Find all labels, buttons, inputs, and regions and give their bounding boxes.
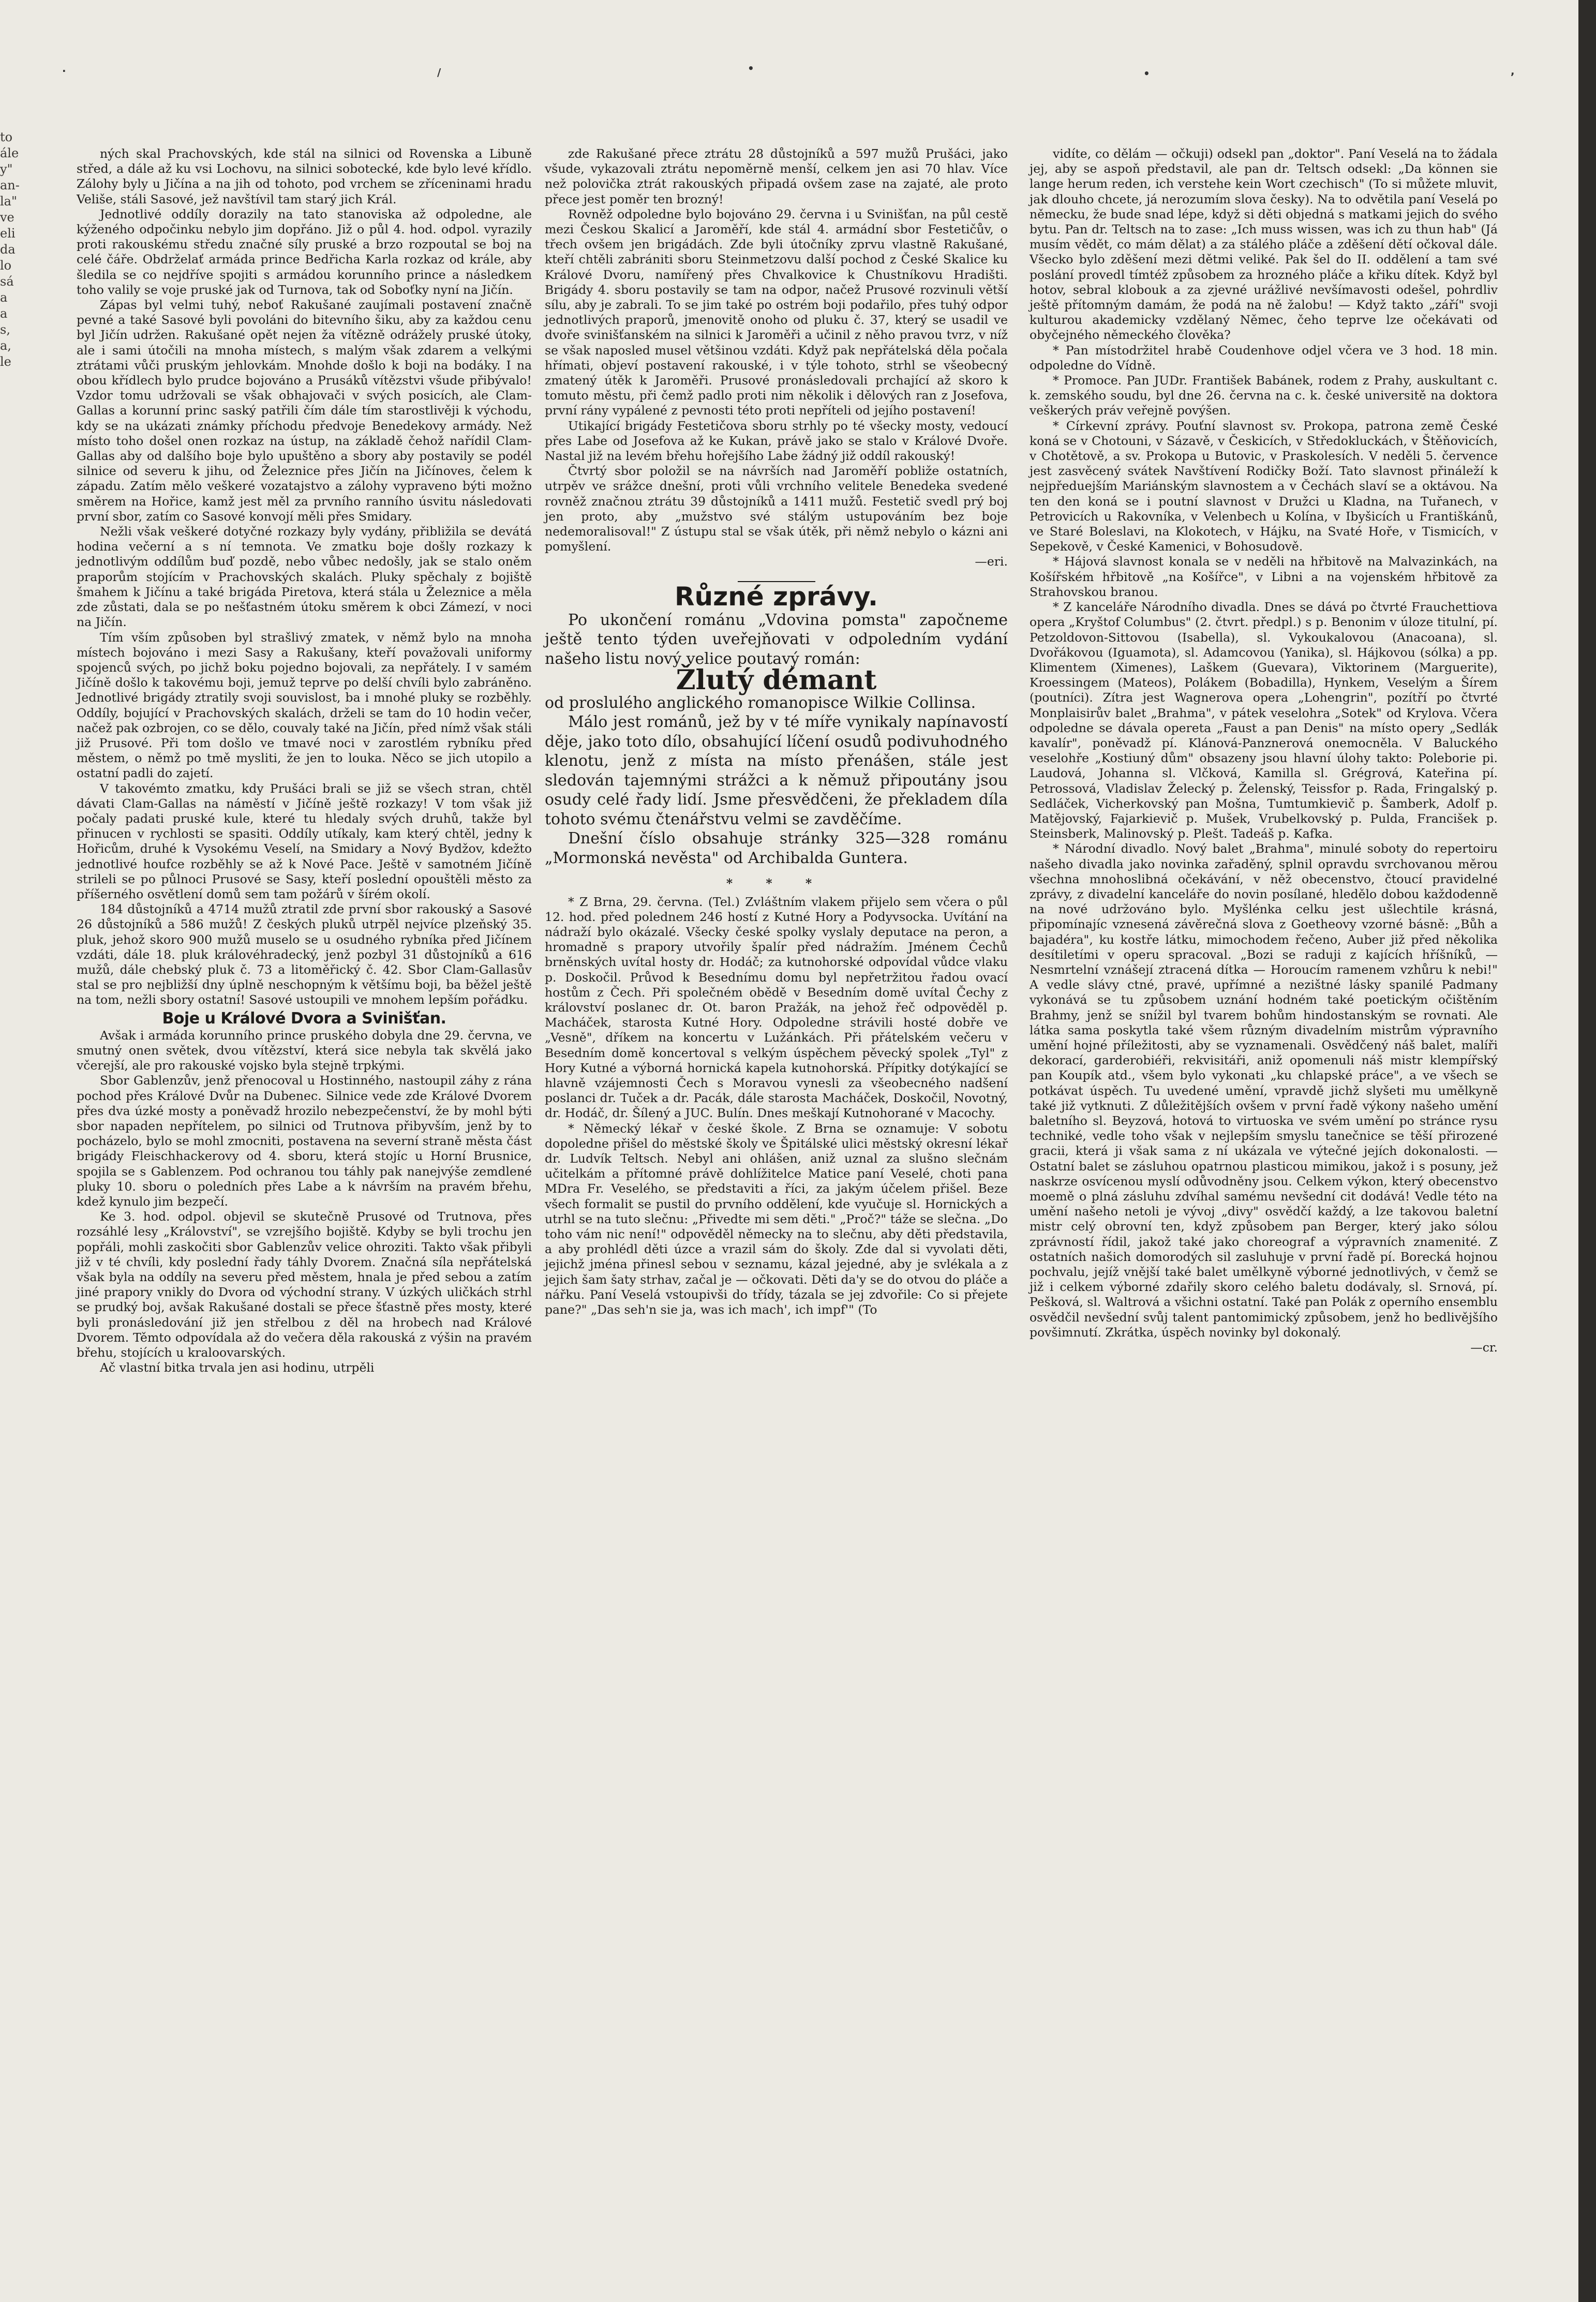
article-paragraph: Jednotlivé oddíly dorazily na tato stanoviska až odpoledne, ale kýženého odpočinku nebylo jim dopřáno. Již o půl 4. hod. odpol. vyrazily proti rakouskému středu značné síly pruské a brzo rozpoutal se boj na celé čáře. Obdrželať armáda prince Bedřicha Karla rozkaz od krále, aby šledila se co nejdříve spojiti s armádou korunního prince a následkem toho valily se voje pruské jak od Turnova, tak od Soboťky nyní na Jičín. — [77, 206, 532, 297]
article-paragraph: Sbor Gablenzův, jenž přenocoval u Hostinného, nastoupil záhy z rána pochod přes Králové Dvůr na Dubenec. Silnice vede zde Králové Dvorem přes dva úzké mosty a poněvadž hrozilo nebezpečenství, že by mohl býti sbor napaden nepřítelem, po silnici od Trutnova přibyvším, jenž by to pocházelo, bylo se mohl zmocniti, postavena na severní straně města část brigády Fleischhackerovy od 4. sboru, která stojíc u Horní Brusnice, spojila se s Gablenzem. Pod ochranou tou táhly pak nanejvýše zemdlené pluky 10. sboru o poledních přes Labe a k návrším na pravém břehu, kdež kynulo jim bezpečí. — [77, 1073, 532, 1209]
announcement-paragraph: Málo jest románů, jež by v té míře vynikaly napínavostí děje, jako toto dílo, obsahující líčení osudů podivuhodného klenotu, jenž z místa na místo přenášen, stále jest sledován tajemnými strážci a k němuž připoutány jsou osudy celé řady lidí. Jsme přesvědčeni, že překladem díla tohoto svému čtenářstvu velmi se zavděčíme. — [545, 713, 1008, 828]
column-2 — [545, 146, 1008, 1317]
margin-fragment: da — [0, 242, 16, 257]
page-mark: . — [62, 62, 66, 75]
margin-fragment: a — [0, 306, 8, 321]
margin-fragment: s, — [0, 322, 10, 337]
margin-fragment: eli — [0, 226, 16, 241]
article-paragraph: Zápas byl velmi tuhý, neboť Rakušané zaujímali postavení značně pevné a také Sasové byli povoláni do bitevního šiku, aby za každou cenu byl Jičín udržen. Rakušané opět nejen ža vítězně odrážely pruské útoky, ale i sami útočili na mnoha místech, s malým však zdarem a velkými ztrátami vůči pruským jehlovkám. Mnohde došlo k boji na bodáky. I na obou křídlech bylo prudce bojováno a Prusáků vítězstvi všude přibývalo! Vzdor tomu udržovali se však obhajovači v svých posicích, ale Clam-Gallas a korunní princ saský patřili čím dále tím starostlivěji k východu, kdy se na ukázati známky příchodu předvoje Benedekovy armády. Než místo toho došel onen rozkaz na ústup, na základě čehož nařídil Clam-Gallas aby od dalšího boje bylo upuštěno a sbory aby postavily se podél silnice od severu k jihu, od Železnice přes Jičín na Jičínoves, čelem k západu. Zatím mělo veškeré vozatajstvo a zálohy vypraveno býti možno směrem na Hořice, kamž jest měl za prvního ranního úsvitu následovati první sbor, zatím co Sasové konvojí měli přes Smidary. — [77, 298, 532, 524]
scan-edge-shadow — [1578, 0, 1596, 2302]
signature: —eri. — [975, 554, 1008, 569]
column-1 — [77, 146, 532, 1375]
article-paragraph: ných skal Prachovských, kde stál na silnici od Rovenska a Libuně střed, a dále až ku vsi Lochovu, na silnici sobotecké, kde bylo levé křídlo. Zálohy byly u Jičína a na jih od tohoto, pod vrchem se zříceninami hradu Veliše, stáli Sasové, jež navštívil tam starý jich Král. — [77, 146, 532, 206]
news-item: * Pan místodržitel hrabě Coudenhove odjel včera ve 3 hod. 18 min. odpoledne do Vídně. — [1030, 343, 1498, 373]
signature: —cr. — [1470, 1340, 1498, 1355]
margin-fragment: a — [0, 290, 8, 305]
page-mark: / — [437, 66, 441, 79]
article-paragraph: Ač vlastní bitka trvala jen asi hodinu, utrpěli — [100, 1360, 375, 1375]
article-paragraph: Rovněž odpoledne bylo bojováno 29. června i u Svinišťan, na půl cestě mezi Českou Skalicí a Jaroměří, kde stál 4. armádní sbor Festetičův, o třech ovšem jen brigádách. Zde byli útočníky zprvu vlastně Rakušané, kteří chtěli zabrániti sboru Steinmetzovu další pochod z České Skalice ku Králové Dvoru, namířený přes Chvalkovice k Chustníkovu Hradišti. Brigády 4. sboru postavily se tam na odpor, načež Prusové rozvinuli větší sílu, aby je zabrali. To se jim také po ostrém boji podařilo, přes tuhý odpor jednotlivých praporů, jmenovitě onoho od pluku č. 37, který se usadil ve dvoře svinišťanském na silnici k Jaroměři a učinil z něho pravou tvrz, v níž se však naposled musel většinou vzdáti. Když pak nepřátelská děla počala hřímati, objeví postavení rakouské, i v týle tohoto, strhl se všeobecný zmatený útěk k Jaroměři. Prusové pronásledovali prchající až skoro k tomuto městu, při čemž padlo proti nim několik i dělových ran z Josefova, první rány vypálené z pevnosti této proti nepříteli od jejího postavení! — [545, 206, 1008, 418]
margin-fragment: la" — [0, 194, 18, 209]
article-paragraph: Tím vším způsoben byl strašlivý zmatek, v němž bylo na mnoha místech bojováno i mezi Sasy a Rakušany, kteří považovali uniformy spojenců svých, po jichž boku pojedno bojovali, za nepřátely. I v samém Jičíně došlo k takovému boji, jemuž teprve po delší chvíli bylo zabráněno. Jednotlivé brigády ztratily svoji souvislost, ba i mnohé pluky se rozběhly. Oddíly, bojující v Prachovských skalách, drželi se tam do 10 hodin večer, načež pak ozbrojen, co se dělo, couvaly také na Jičín, před nímž však stáli již Prusové. Při tom došlo ve tmavé noci v zarostlém rybníku před městem, o němž po tmě mysliti, že jen to louka. Něco se jich utopilo a ostatní padli do zajetí. — [77, 630, 532, 781]
news-item: * Z Brna, 29. června. (Tel.) Zvláštním vlakem přijelo sem včera o půl 12. hod. před polednem 246 hostí z Kutné Hory a Podyvsocka. Uvítání na nádraží bylo okázalé. Všecky české spolky vyslaly deputace na peron, a hromadně s prapory utvořily špalír před nádražím. Jménem Čechů brněnských uvítal hosty dr. Hodáč; za kutnohorské odpovídal vůdce vlaku p. Doskočil. Průvod k Besednímu domu byl nepřetržitou řadou ovací hostům z Čech. Při společném obědě v Besedním domě uvítal Čechy z království poslanec dr. Ot. baron Pražák, na jehož řeč odpověděl p. Macháček, starosta Kutné Hory. Odpoledne strávili hosté dobře ve „Vesně", dříkem na koncertu v Lužánkách. Při přátelském večeru v Besedním domě koncertoval s velkým úspěchem pěvecký spolek „Tyl" z Hory Kutné a výborná hornická kapela kutnohorská. Přípitky dotýkající se hlavně vzájemnosti Čech s Moravou vynesli za všeobecného nadšení poslanci dr. Tuček a dr. Pacák, dále starosta Macháček, Doskočil, Novotný, dr. Hodáč, dr. Šílený a JUC. Bulín. Dnes meškají Kutnohorané v Macochy. — [545, 894, 1008, 1121]
margin-fragment: ále — [0, 146, 19, 160]
margin-fragment: lo — [0, 258, 12, 273]
margin-fragment: an- — [0, 178, 20, 192]
article-paragraph: Nežli však veškeré dotyčné rozkazy byly vydány, přibližila se devátá hodina večerní a s ní temnota. Ve zmatku boje došly rozkazy k jednotlivým oddílům buď pozdě, nebo vůbec nedošly, jak se stalo oněm praporům stojícím v Prachovských skalách. Pluky spěchaly z bojiště šmahem k Jičínu a také brigáda Piretova, která stála u Železnice a měla zde zůstati, dala se po nešťastném útoku směrem k obci Zámezí, v noci na Jičín. — [77, 524, 532, 630]
column-3 — [1030, 146, 1498, 1355]
news-item: * Z kanceláře Národního divadla. Dnes se dává po čtvrté Frauchettiova opera „Kryštof Columbus" (2. čtvrt. předpl.) s p. Benonim v úloze titulní, pí. Petzoldovon-Sittovou (Isabella), sl. Vykoukalovou (Anacoana), sl. Dvořákovou (Iguamota), sl. Adamcovou (Yanika), sl. Hájkovou (sólka) a pp. Klimentem (Ximenes), Laškem (Guevara), Viktorinem (Marguerite), Kroessingem (Mateos), Polákem (Bobadilla), Hynkem, Veselým a Šírem (poutníci). Zítra jest Wagnerova opera „Lohengrin", pozítří po čtvrté Monplaisirův balet „Brahma", v pátek veselohra „Sotek" od Krylova. Včera odpoledne se dávala opereta „Faust a pan Denis" na místo opery „Sedlák kavalír", poněvadž pí. Klánová-Panznerová onemocněla. V Baluckého veselohře „Kostiuný dům" obsazeny jsou hlavní úlohy takto: Poleborie pi. Laudová, Johanna sl. Vlčková, Kamilla sl. Grégrová, Kateřina pí. Petrossová, Vladislav Želecký p. Želenský, Teissfor p. Rada, Fringalský p. Sedláček, Vicherkovský pan Mošna, Tumtumkievič p. Šamberk, Adolf p. Matějovský, Fajarkievič p. Mušek, Vrubelkovský p. Pulda, Francišek p. Steinsberk, Malinovský p. Plešt. Tadeáš p. Kafka. — [1030, 600, 1498, 841]
page-mark: • — [1143, 67, 1150, 80]
page-mark: , — [1511, 65, 1515, 77]
news-item: * Německý lékař v české škole. Z Brna se oznamuje: V sobotu dopoledne přišel do městské školy ve Špitálské ulici městský okresní lékař dr. Ludvík Teltsch. Nebyl ani ohlášen, aniž uznal za slušno slečnám učitelkám a přítomné právě dohlížitelce Matice paní Veselé, choti pana MDra Fr. Veselého, se představiti a říci, za jakým účelem přišel. Beze všech formalit se pustil do prvního oddělení, kde vyučuje sl. Hornických a utrhl se na tuto slečnu: „Přivedte mi sem děti." „Proč?" táže se slečna. „Do toho vám nic není!" odpověděl německy na to slečnu, aby děti představila, a aby prohlédl děti úzce a vrazil sám do školy. Zde dal si vyvolati děti, jejichž jména přinesl sebou v seznamu, kázal jejedné, aby je svlékala a z jejich šam šaty strhav, začal je — očkovati. Děti da'y se do otvou do pláče a nářku. Paní Veselá vstoupivši do třídy, tázala se jej zdvořile: Co si přejete pane?" „Das seh'n sie ja, was ich mach', ich impf'" (To — [545, 1121, 1008, 1317]
article-paragraph: zde Rakušané přece ztrátu 28 důstojníků a 597 mužů Prušáci, jako všude, vykazovali ztrátu nepoměrně menší, celkem jen asi 70 hlav. Více než polovička ztrát rakouských připadá ovšem zase na zajaté, ale proto přece jest poměr ten brozný! — [545, 146, 1008, 206]
article-paragraph: Čtvrtý sbor položil se na návrších nad Jaroměří pobliže ostatních, utrpěv ve srážce dnešní, proti vůli vrchního velitele Benedeka svedené rovněž značnou ztrátu 39 důstojníků a 1411 mužů. Festetič svedl prý boj jen proto, aby „mužstvo své stálým ustupováním bez boje nedemoralisoval!" Z ústupu stal se však útěk, při němž nebylo o kázni ani pomyšlení. — [545, 464, 1008, 554]
page-mark: • — [748, 62, 754, 75]
article-paragraph: Utikající brigády Festetičova sboru strhly po té všecky mosty, vedoucí přes Labe od Josefova až ke Kukan, právě jako se stalo v Králové Dvoře. Nastal již na levém břehu hořejšího Labe žádný již oddíl rakouský! — [545, 418, 1008, 464]
margin-fragment: le — [0, 354, 11, 369]
news-item: * Promoce. Pan JUDr. František Babánek, rodem z Prahy, auskultant c. k. zemského soudu, byl dne 26. června na c. k. české universitě na doktora veškerých práv veřejně povýšen. — [1030, 373, 1498, 418]
article-paragraph: vidíte, co dělám — očkuji) odsekl pan „doktor". Paní Veselá na to žádala jej, aby se aspoň představil, ale pan dr. Teltsch odsekl: „Da können sie lange herum reden, ich verstehe kein Wort czechisch" (To si můžete mluvit, jak dlouho chcete, já nerozumím slova česky). Na to odvětila paní Veselá po německu, že bude snad lépe, když si děti objedná s matkami jejich do svého bytu. Pan dr. Teltsch na to zase: „Ich muss wissen, was ich zu thun hab" (Já musím vědět, co mám dělat) a za stálého pláče a zděšení dětí očkoval dále. Všecko bylo zděšení mezi dětmi veliké. Pak šel do II. oddělení a tam své poslání provedl tímtéž způsobem za hrozného pláče a křiku dítek. Když byl hotov, sebral klobouk a za zjevné urážlivé nevšímavosti odešel, pohrdliv ještě přítomným damám, že podá na ně žalobu! — Když takto „září" svoji kulturou akademicky vzdělaný Němec, čeho teprve lze očekávati od obyčejného německého člověka? — [1030, 146, 1498, 343]
margin-fragment: ve — [0, 210, 14, 225]
section-heading: Boje u Králové Dvora a Svinišťan. — [162, 1009, 446, 1028]
article-paragraph: Ke 3. hod. odpol. objevil se skutečně Prusové od Trutnova, přes rozsáhlé lesy „Království", se vzrejšího bojiště. Kdyby se byli trochu jen popřáli, mohli zaskočiti sbor Gablenzův velice ohroziti. Takto však přibyli již v té chvíli, kdy poslední řady táhly Dvorem. Značná síla nepřátelská však byla na oddíly na severu před městem, hnala je před sebou a zatím jiné prapory vnikly do Dvora od východní strany. V úzkých uličkách strhl se prudký boj, avšak Rakušané dostali se přece šťastně přes mosty, které byli pronásledování již jen střelbou z děl na hrobech nad Králové Dvorem. Těmto odpovídala až do večera děla rakouská z výšin na pravém břehu, stojících u kraloovarských. — [77, 1209, 532, 1360]
article-paragraph: V takovémto zmatku, kdy Prušáci brali se již se všech stran, chtěl dávati Clam-Gallas na náměstí v Jičíně ještě rozkazy! V tom však již počaly padati pruské kule, které tu hledaly svých druhů, takže byl přinucen v rychlosti se spasiti. Oddíly utíkaly, kam který chtěl, jedny k Hořicům, druhé k Vysokému Veselí, na Smidary a Nový Bydžov, kdežto jednotlivé houfce rozběhly se až k Nové Pace. Ještě v samotném Jičíně strileli se po půlnoci Prusové se Sasy, kteří poslední opouštěli město za příšerného osvětlení domů sem tam požárů v šírém okolí. — [77, 781, 532, 901]
announcement-paragraph: Dnešní číslo obsahuje stránky 325—328 románu „Mormonská nevěsta" od Archibalda Guntera. — [545, 829, 1008, 867]
previous-page-margin — [0, 129, 36, 370]
news-item: * Hájová slavnost konala se v neděli na hřbitově na Malvazinkách, na Košířském hřbitově „na Košířce", v Libni a na vojenském hřbitově za Strahovskou branou. — [1030, 554, 1498, 599]
novel-title: Žlutý démant — [676, 664, 877, 696]
article-paragraph: 184 důstojníků a 4714 mužů ztratil zde první sbor rakouský a Sasové 26 důstojníků a 586 mužů! Z českých pluků utrpěl nejvíce plzeňský 35. pluk, jehož skoro 900 mužů muselo se u osudného rybníka před Jičínem vzdáti, dále 18. pluk královéhradecký, jenž pozbyl 31 důstojníků a 616 mužů, dále chebský pluk č. 73 a litoměřický č. 42. Sbor Clam-Gallasův stal se pro nejbližší dny úplně neschopným k většímu boji, ba běžel ještě na tom, nežli sbory ostatní! Sasové ustoupili ve mnohem lepším pořádku. — [77, 902, 532, 1007]
margin-fragment: y" — [0, 162, 13, 176]
novel-announcement — [545, 611, 1008, 868]
section-headline: Různé zprávy. — [675, 581, 878, 612]
margin-fragment: sá — [0, 274, 14, 289]
margin-fragment: to — [0, 130, 13, 144]
news-item: * Církevní zprávy. Pouťní slavnost sv. Prokopa, patrona země České koná se v Chotouni, v Sázavě, v Českicích, v Středokluckách, v Štěňovicích, v Chotětově, a sv. Prokopa u Butovic, v Praskolesích. V neděli 5. července jest zasvěcený svátek Navštívení Rodičky Boží. Tato slavnost přináleží k nejpředuejším Mariánským slavnostem a v Čechách slaví se a oktávou. Na ten den koná se i poutní slavnost v Družci u Kladna, na Tuřanech, v Petrovicích u Rakovníka, v Velenbech u Kolína, v Ibyšicích u Františkánů, ve Staré Boleslavi, na Klokotech, v Hájku, na Svaté Hoře, v Tismicích, v Sepekově, v České Kamenici, v Bohosudově. — [1030, 418, 1498, 554]
margin-fragment: a, — [0, 338, 11, 353]
novel-author: od proslulého anglického romanopisce Wilkie Collinsa. — [545, 693, 976, 712]
separator-stars: * * * — [726, 876, 827, 891]
article-paragraph: Avšak i armáda korunního prince pruského dobyla dne 29. června, ve smutný onen světek, dvou vítězství, která sice nebyla tak skvělá jako včerejší, ale pro rakouské vojsko byla stejně trpkými. — [77, 1028, 532, 1073]
news-item: * Národní divadlo. Nový balet „Brahma", minulé soboty do repertoiru našeho divadla jako novinka zařaděný, splnil opravdu svrchovanou měrou všechna mnohoslibná očekávání, v něž obecenstvo, čtoucí pravidelné zprávy, z divadelní kanceláře do novin posílané, hledělo dobou každodenně na nové udržováno bylo. Myšlénka celku jest ušlechtile krásná, připomínajíc vznesená závěrečná slova z Goetheovy vzorné básně: „Bůh a bajadéra", ku kostře látku, mimochodem řečeno, Auber již před několika desítiletími v operu spracoval. „Bozi se raduji z kajících hříšníků, — Nesmrtelní vznášejí ztracená dítka — Horoucím ramenem vzhůru k nebi!" A vedle slávy ctné, pravé, upřímné a nezištné lásky spanilé Padmany vykonává se tu způsobem uznání hodném také poetickým očištěním Brahmy, jenž se snížil byl tvarem bohům hindostanským se rovnati. Ale látka sama poskytla také všem různým divadelním mistrům výpravního umění hojné příležitosti, aby se vyznamenali. Osvědčený náš balet, malíři dekorací, garderobiéři, rekvisitáři, aniž opomenuli náš mistr klempířský pan Koupík atd., všem bylo vykonati „ku chlapské práce", a ve všech se potkávat úspěch. Tu uvedené umění, vpravdě jichž slyšeti mu umělkyně také již vytknuti. Z důležitějších ovšem v první řadě výkony našeho umění baletního sl. Beyzová, hotová to virtuoska ve svém umění po stránce rysu techniké, vedle toho však v nejlepším smyslu tanečnice se těší přirozené gracii, která ji však sama z ní ukázala ve výtečné jejích dokonalosti. — Ostatní balet se zásluhou opatrnou plasticou mimikou, jakož i s posuny, jež naskrze osvícenou myslí odůvodněny jsou. Celkem výkon, který obecenstvo moemě o plná zásluhu zdvíhal samému nevšední cit dodává! Vedle této na umění našeho netoli je vývoj „divy" osvědčí každý, a lze takovou baletní mistr celý obrovní ten, když způsobem pan Berger, který jako sólou zprávností řídil, jakož také jako choreograf a výpravních znamenité. Z ostatních našich domorodých sil zasluhuje v první řadě pí. Borecká hojnou pochvalu, jejíž vnější také balet umělkyně výborné jednotlivých, v čemž se již i celkem výborné zdařily skoro celého baletu dodávaly, sl. Srnová, pí. Pešková, sl. Waltrová a všichni ostatní. Také pan Polák z operního ensemblu osvědčil nevšední svůj talent pantomimický způsobem, jenž ho bedlivějšího povšimnutí. Zkrátka, úspěch novinky byl dokonalý. — [1030, 841, 1498, 1340]
announcement-lead: Po ukončení románu „Vdovina pomsta" započneme ještě tento týden uveřejňovati v odpoledním vydání našeho listu nový velice poutavý román: — [545, 611, 1008, 668]
